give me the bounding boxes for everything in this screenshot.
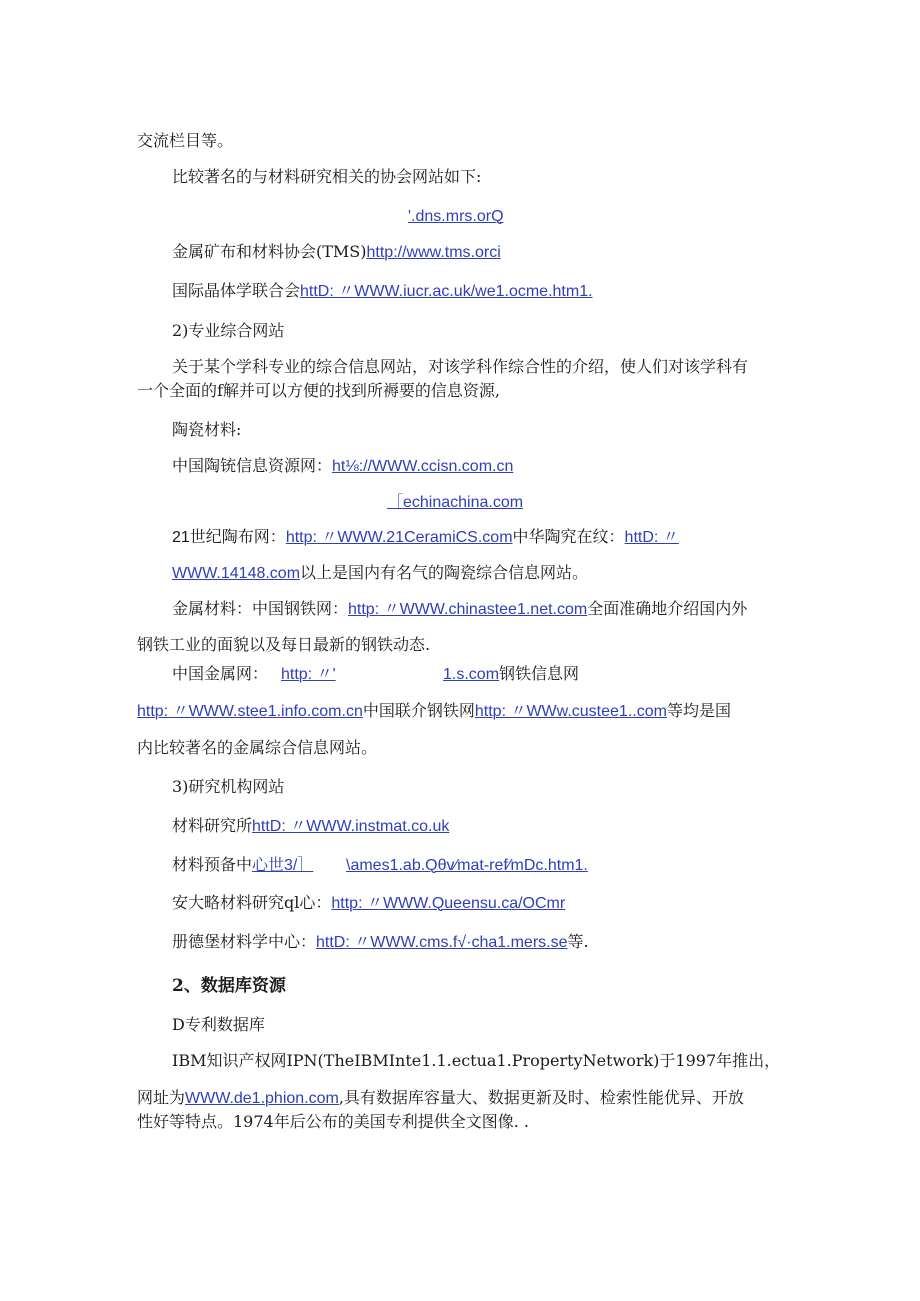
- ceramics-link[interactable]: http: 〃WWW.21CeramiCS.com: [285, 529, 513, 546]
- text: D专利数据库: [172, 1015, 265, 1034]
- text: 比较著名的与材料研究相关的协会网站如下:: [172, 167, 482, 186]
- section-heading: [172, 975, 286, 997]
- text: 21世纪陶布网：: [172, 529, 286, 546]
- chalmers-link[interactable]: httD: 〃WWW.cms.f√·cha1.mers.se: [316, 934, 568, 951]
- text: 金属矿布和材料协会(TMS): [172, 242, 367, 261]
- text: 全面准确地介绍国内外: [587, 599, 748, 618]
- mrs-link[interactable]: '.dns.mrs.orQ: [408, 208, 504, 225]
- paragraph-line: [172, 241, 501, 264]
- ames-link-prefix[interactable]: 心世3/］: [252, 857, 314, 874]
- chinasteel-link[interactable]: http: 〃WWW.chinastee1.net.com: [348, 601, 588, 618]
- section-heading: [172, 1014, 265, 1036]
- paragraph-line: [172, 166, 481, 188]
- text: 材料预备中: [172, 855, 253, 874]
- text: ,具有数据库容量大、数据更新及时、检索性能优异、开放: [338, 1088, 744, 1107]
- paragraph-line: [137, 1111, 529, 1133]
- text: 等.: [567, 932, 589, 951]
- section-heading: [172, 776, 284, 798]
- text: 中国金属网：: [172, 664, 269, 683]
- text: 金属材料：中国钢铁网：: [172, 599, 349, 618]
- text: 钢铁信息网: [499, 664, 580, 683]
- paragraph-line: [172, 280, 593, 303]
- china-ceramic-link[interactable]: httD: 〃: [624, 529, 679, 546]
- paragraph-line: [137, 130, 233, 152]
- paragraph-line: [172, 663, 268, 685]
- text: 一个全面的f解并可以方便的找到所褥要的信息资源,: [137, 381, 501, 400]
- queensu-link[interactable]: http: 〃WWW.Queensu.ca/OCmr: [331, 895, 566, 912]
- paragraph-line: [281, 663, 336, 686]
- tms-link[interactable]: http://www.tms.orci: [366, 244, 501, 261]
- paragraph-line: [443, 663, 579, 686]
- steelinfo-link[interactable]: http: 〃WWW.stee1.info.com.cn: [137, 703, 363, 720]
- text: 钢铁工业的面貌以及每日最新的钢铁动态.: [137, 635, 431, 654]
- text: IBM知识产权网IPN(TheIBMInte1.1.ectua1.PropertyNetwork)于1997年推出，: [172, 1051, 781, 1070]
- china-metal-link[interactable]: http: 〃': [281, 666, 336, 683]
- text: 安大略材料研究ql心：: [172, 893, 332, 912]
- paragraph-line: [172, 931, 589, 954]
- ames-lab-link[interactable]: \ames1.ab.Qθv⁄mat-ref⁄mDc.htm1.: [346, 857, 588, 874]
- paragraph-line: [172, 892, 565, 915]
- text: 中华陶究在纹：: [512, 527, 625, 546]
- text: 册德堡材料学中心：: [172, 932, 317, 951]
- paragraph-line: [172, 598, 747, 621]
- paragraph-line: [137, 634, 430, 656]
- paragraph-line: [408, 205, 504, 228]
- echinachina-link[interactable]: ［echinachina.com: [387, 494, 524, 511]
- delphion-link[interactable]: WWW.de1.phion.com: [185, 1090, 339, 1107]
- paragraph-line: [172, 1050, 780, 1072]
- text: 3)研究机构网站: [172, 777, 285, 796]
- paragraph-line: [172, 562, 588, 585]
- instmat-link[interactable]: httD: 〃WWW.instmat.co.uk: [252, 818, 450, 835]
- paragraph-line: [172, 356, 748, 378]
- ccisn-link[interactable]: ht⅛://WWW.ccisn.com.cn: [332, 458, 514, 475]
- text: 交流栏目等。: [137, 131, 234, 150]
- paragraph-line: [172, 419, 241, 441]
- paragraph-line: [387, 491, 523, 514]
- text: 中国联介钢铁网: [362, 701, 475, 720]
- text: 等均是国: [666, 701, 731, 720]
- china-metal-link-tail[interactable]: 1.s.com: [443, 666, 500, 683]
- paragraph-line: [137, 1087, 744, 1110]
- text: 材料研究所: [172, 816, 253, 835]
- custeel-link[interactable]: http: 〃WWw.custee1..com: [474, 703, 667, 720]
- paragraph-line: [172, 526, 679, 549]
- text: 内比较著名的金属综合信息网站。: [137, 738, 378, 757]
- paragraph-line: [172, 854, 313, 877]
- text: 2、数据库资源: [172, 976, 286, 996]
- text: 网址为: [137, 1088, 186, 1107]
- paragraph-line: [137, 380, 500, 402]
- text: 中国陶铳信息资源网：: [172, 456, 333, 475]
- text: 性好等特点。1974年后公布的美国专利提供全文图像. .: [137, 1112, 529, 1131]
- paragraph-line: [137, 700, 731, 723]
- paragraph-line: [137, 737, 377, 759]
- paragraph-line: [172, 455, 513, 478]
- paragraph-line: [346, 854, 588, 877]
- text: 国际晶体学联合会: [172, 281, 301, 300]
- text: 以上是国内有名气的陶瓷综合信息网站。: [300, 563, 589, 582]
- section-heading: [172, 320, 284, 342]
- iucr-link[interactable]: httD: 〃WWW.iucr.ac.uk/we1.ocme.htm1.: [300, 283, 593, 300]
- text: 陶瓷材料:: [172, 420, 242, 439]
- paragraph-line: [172, 815, 449, 838]
- link-14148[interactable]: WWW.14148.com: [172, 565, 301, 582]
- text: 2)专业综合网站: [172, 321, 285, 340]
- text: 关于某个学科专业的综合信息网站，对该学科作综合性的介绍，使人们对该学科有: [172, 357, 749, 376]
